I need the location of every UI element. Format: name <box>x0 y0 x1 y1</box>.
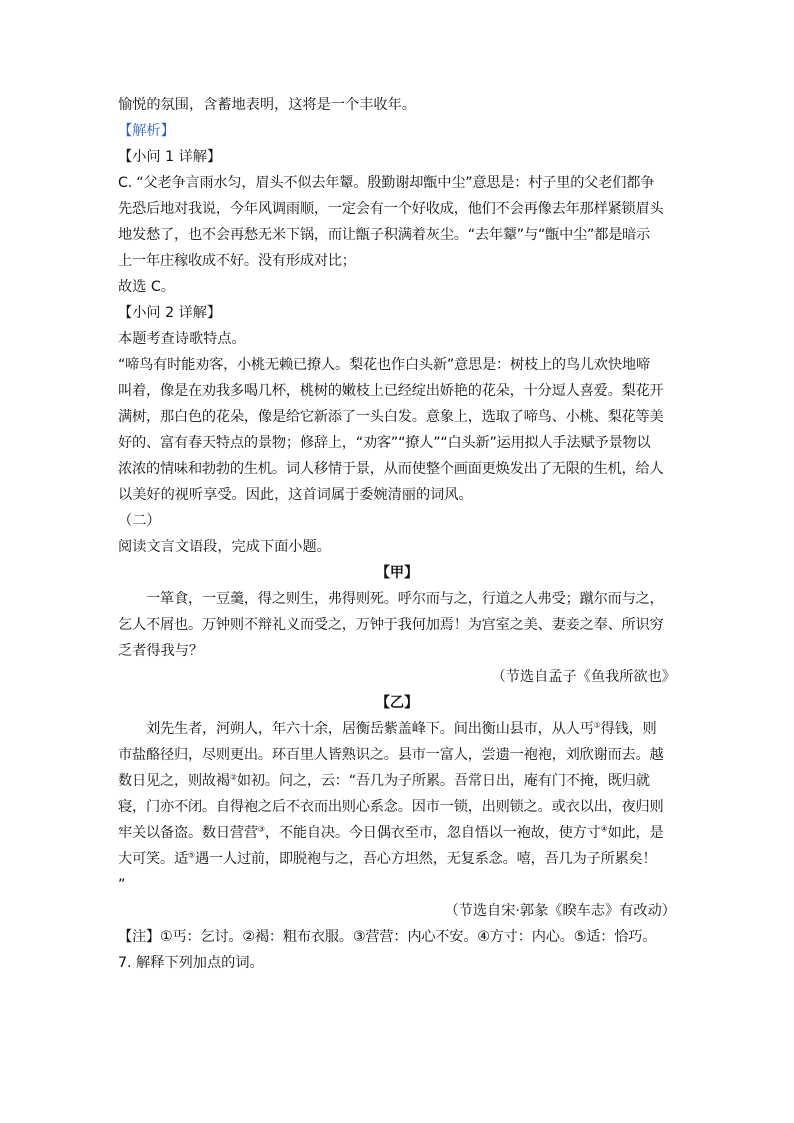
passage-yi-line <box>118 820 676 846</box>
passage-yi-title: 【乙】 <box>375 695 419 711</box>
q1-line: 地发愁了，也不会再愁无米下锅，而让甑子积满着灰尘。“去年颦”与“甑中尘”都是暗示 <box>118 227 651 243</box>
text-run: 牢关以备盗。数日营营 <box>118 825 258 841</box>
question-7: 7. 解释下列加点的词。 <box>118 955 264 971</box>
passage-yi-line: 市盐酪径归，尽则更出。环百里人皆熟识之。县市一富人，尝遗一袍袍，刘欣谢而去。越 <box>118 747 664 763</box>
passage-yi-line: ” <box>118 877 126 893</box>
q2-line: 浓浓的情味和勃勃的生机。词人移情于景，从而使整个画面更焕发出了无限的生机，给人 <box>118 461 664 477</box>
passage-yi-line: 寝，门亦不闭。自得袍之后不衣而出则心系念。因市一锁，出则锁之。或衣以出，夜归则 <box>118 799 664 815</box>
analysis-label: 【解析】 <box>118 123 175 139</box>
footnote-mark: ④ <box>600 824 608 834</box>
q1-line: C. “父老争言雨水匀，眉头不似去年颦。殷勤谢却甑中尘”意思是：村子里的父老们都争 <box>118 175 655 191</box>
q2-line: “啼鸟有时能劝客，小桃无赖已撩人。梨花也作白头新”意思是：树枝上的鸟儿欢快地啼 <box>118 357 650 373</box>
footnotes: 【注】①丐：乞讨。②褐：粗布衣服。③营营：内心不安。④方寸：内心。⑤适：恰巧。 <box>118 929 657 945</box>
passage-jia-source: （节选自孟子《鱼我所欲也》 <box>491 669 676 685</box>
q2-line: 叫着，像是在劝我多喝几杯，桃树的嫩枝上已经绽出娇艳的花朵，十分逗人喜爱。梨花开 <box>118 383 664 399</box>
passage-jia-line: 一箪食，一豆羹，得之则生，弗得则死。呼尔而与之，行道之人弗受；蹴尔而与之， <box>146 591 664 607</box>
footnote-mark: ① <box>593 720 601 730</box>
passage-yi-source: （节选自宋·郭彖《睽车志》有改动） <box>444 903 676 919</box>
passage-jia-line: 乏者得我与？ <box>118 643 204 659</box>
q1-label: 【小问 1 详解】 <box>118 149 222 165</box>
footnote-mark: ② <box>229 772 237 782</box>
q1-line: 先恐后地对我说，今年风调雨顺，一定会有一个好收成，他们不会再像去年那样紧锁眉头 <box>118 201 664 217</box>
text-run: 遇一人过前，即脱袍与之，吾心方坦然，无复系念。嘻，吾几为子所累矣！ <box>194 851 657 867</box>
text-run: ，不能自决。今日偶衣至市，忽自悟以一袍故，使方寸 <box>264 825 601 841</box>
section-label: （二） <box>118 513 161 529</box>
passage-yi-line <box>118 768 676 794</box>
passage-jia-line: 乞人不屑也。万钟则不辩礼义而受之，万钟于我何加焉！为宫室之美、妻妾之奉、所识穷 <box>118 617 664 633</box>
document-page <box>118 92 676 976</box>
reading-instruction: 阅读文言文语段，完成下面小题。 <box>118 539 331 555</box>
text-run: 数日见之，则故褐 <box>118 773 230 789</box>
text-run: 得钱，则 <box>600 721 657 737</box>
q2-line: 本题考查诗歌特点。 <box>118 331 246 347</box>
text-run: 大可笑。适 <box>118 851 188 867</box>
text-run: 如此，是 <box>607 825 664 841</box>
text-run: 刘先生者，河朔人，年六十余，居衡岳紫盖峰下。间出衡山县市，从人丐 <box>146 721 594 737</box>
q2-line: 以美好的视听享受。因此，这首词属于委婉清丽的词风。 <box>118 487 473 503</box>
q2-line: 满树，那白色的花朵，像是给它新添了一头白发。意象上，选取了啼鸟、小桃、梨花等美 <box>118 409 664 425</box>
passage-jia-title: 【甲】 <box>375 565 419 581</box>
footnote-mark: ⑤ <box>187 850 195 860</box>
q1-answer: 故选 C。 <box>118 279 175 295</box>
q2-line: 好的、富有春天特点的景物；修辞上，“劝客”“撩人”“白头新”运用拟人手法赋予景物以 <box>118 435 651 451</box>
passage-yi-line <box>118 716 676 742</box>
footnote-mark: ③ <box>257 824 265 834</box>
q1-line: 上一年庄稼收成不好。没有形成对比； <box>118 253 356 269</box>
passage-yi-line <box>118 846 676 872</box>
q2-label: 【小问 2 详解】 <box>118 305 222 321</box>
intro-tail: 愉悦的氛围，含蓄地表明，这将是一个丰收年。 <box>118 97 416 113</box>
text-run: 如初。问之，云：“吾几为子所累。吾常日出，庵有门不掩，既归就 <box>236 773 650 789</box>
